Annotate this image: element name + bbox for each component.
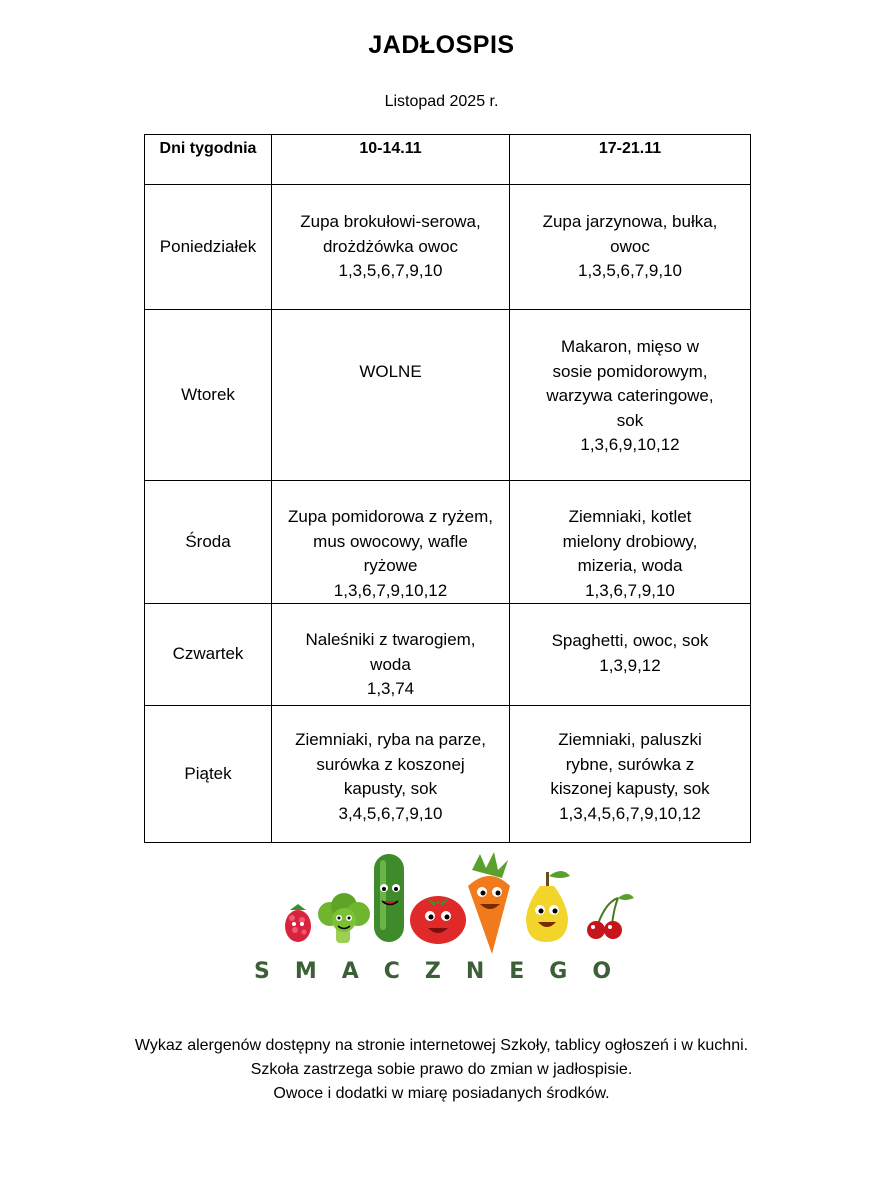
raspberry-icon: [285, 904, 311, 942]
meal-line: mizeria, woda: [577, 556, 683, 575]
meal-line: Zupa jarzynowa, bułka,: [542, 212, 718, 231]
table-row: [145, 481, 751, 604]
allergen-codes: 1,3,6,7,9,10: [585, 580, 675, 600]
meal-line: Naleśniki z twarogiem,: [305, 630, 476, 649]
day-cell: Środa: [145, 481, 272, 604]
meal-cell: [272, 185, 510, 310]
carrot-icon: [468, 852, 510, 954]
smacznego-banner: [210, 846, 680, 1006]
meal-cell: [510, 310, 751, 481]
meal-cell: [510, 185, 751, 310]
day-cell: Wtorek: [145, 310, 272, 481]
table-row: [145, 185, 751, 310]
meal-line: owoc: [610, 236, 650, 256]
allergen-codes: 1,3,5,6,7,9,10: [338, 261, 443, 280]
header-days: Dni tygodnia: [145, 135, 272, 185]
meal-line: woda: [370, 654, 411, 674]
meal-cell: [272, 604, 510, 706]
meal-line: sosie pomidorowym,: [552, 361, 708, 381]
menu-table: [144, 134, 751, 843]
meal-line: surówka z koszonej: [316, 754, 465, 774]
pear-icon: [526, 871, 570, 942]
allergen-codes: 1,3,9,12: [599, 655, 661, 675]
cherries-icon: [587, 894, 634, 939]
meal-cell: [272, 481, 510, 604]
header-week-2: 17-21.11: [510, 135, 751, 185]
allergen-codes: 3,4,5,6,7,9,10: [338, 803, 443, 823]
table-row: [145, 310, 751, 481]
meal-line: WOLNE: [359, 362, 422, 381]
cucumber-icon: [374, 854, 404, 942]
meal-line: Ziemniaki, ryba na parze,: [295, 730, 486, 749]
meal-cell: [510, 604, 751, 706]
allergen-codes: 1,3,74: [366, 679, 415, 698]
meal-line: Ziemniaki, kotlet: [568, 507, 692, 526]
meal-line: mielony drobiowy,: [562, 531, 698, 551]
header-week-1: 10-14.11: [272, 135, 510, 185]
meal-line: kapusty, sok: [343, 779, 438, 798]
meal-line: mus owocowy, wafle: [313, 531, 468, 551]
meal-line: Makaron, mięso w: [561, 337, 699, 356]
allergen-codes: 1,3,6,9,10,12: [580, 435, 680, 454]
meal-line: Zupa brokułowi-serowa,: [300, 212, 481, 231]
footer-line: Szkoła zastrzega sobie prawo do zmian w jadłospisie.: [250, 1061, 633, 1078]
day-cell: Poniedziałek: [145, 185, 272, 310]
meal-line: rybne, surówka z: [565, 754, 695, 774]
meal-line: Ziemniaki, paluszki: [558, 730, 702, 749]
meal-line: Spaghetti, owoc, sok: [551, 631, 709, 650]
header-row: [145, 135, 751, 185]
smacznego-text: SMACZNEGO: [253, 959, 637, 984]
meal-line: ryżowe: [363, 556, 418, 575]
tomato-icon: [410, 896, 466, 944]
allergen-codes: 1,3,6,7,9,10,12: [333, 580, 448, 600]
meal-cell: [510, 706, 751, 843]
allergen-codes: 1,3,5,6,7,9,10: [578, 261, 682, 280]
table-row: [145, 706, 751, 843]
footer-notes: [0, 1034, 883, 1106]
day-cell: Piątek: [145, 706, 272, 843]
meal-line: warzywa cateringowe,: [546, 386, 714, 405]
meal-cell: [510, 481, 751, 604]
meal-cell: [272, 310, 510, 481]
month-subtitle: Listopad 2025 r.: [384, 93, 499, 110]
allergen-codes: 1,3,4,5,6,7,9,10,12: [559, 803, 701, 823]
broccoli-icon: [318, 893, 370, 943]
day-cell: Czwartek: [145, 604, 272, 706]
meal-line: sok: [616, 410, 644, 430]
meal-line: kiszonej kapusty, sok: [550, 779, 710, 798]
footer-line: Owoce i dodatki w miarę posiadanych środków.: [273, 1085, 610, 1102]
meal-line: Zupa pomidorowa z ryżem,: [287, 507, 494, 526]
footer-line: Wykaz alergenów dostępny na stronie internetowej Szkoły, tablicy ogłoszeń i w kuchni.: [134, 1037, 749, 1054]
vegetables-illustration: [210, 846, 680, 1006]
page-title: JADŁOSPIS: [368, 31, 515, 59]
meal-cell: [272, 706, 510, 843]
meal-line: drożdżówka owoc: [322, 236, 459, 256]
table-row: [145, 604, 751, 706]
